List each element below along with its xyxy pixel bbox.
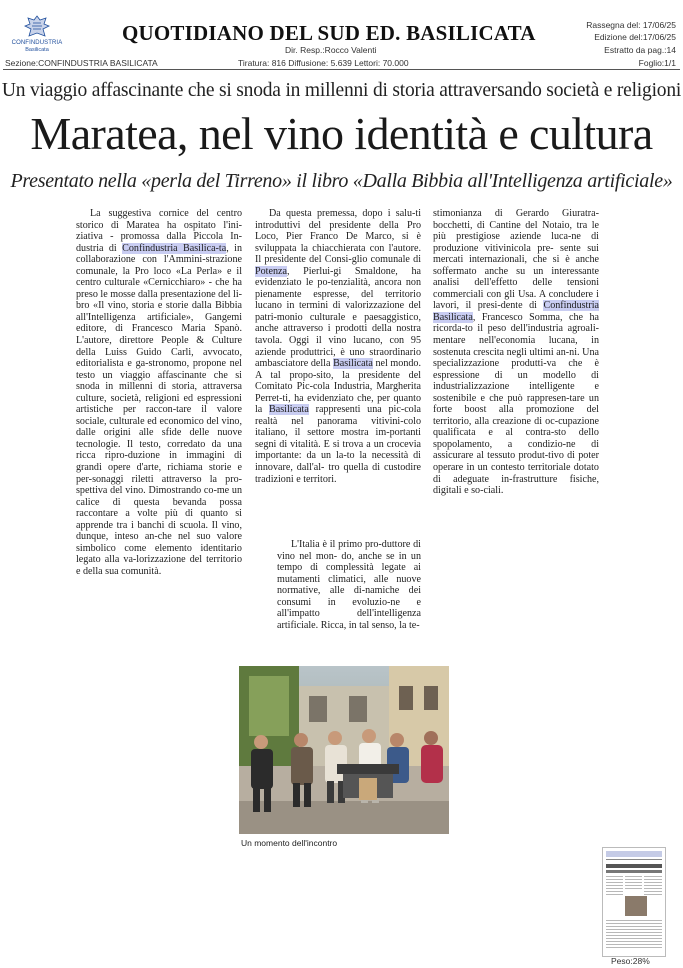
page-extract: Estratto da pag.:14 bbox=[604, 45, 676, 55]
paragraph: stimonianza di Gerardo Giuratra-bocchetti, di Cantine del Notaio, tra le più prestigiose aziende luca-ne di produzione vitivinicola pre- sente sui mercati internazionali, che si è anche soffermato anche su un interessante analisi dell'effetto delle tensioni commerciali con gli Usa. A concludere i lavori, il presi-dente di Confindustria Basilicata, Francesco Somma, che ha ricorda-to il peso dell'industria agroali-mentare nell'economia lucana, in sostenuta crescita negli ultimi an-ni. Una specializzazione produtti-va che è espressione di un modello di industrializzazione intelligente e sostenibile e che può rappresen-tare un forte boost alla promozione del territorio, alla creazione di oc-cupazione qualificata e al contra-sto dello spopolamento, a condizio-ne di assicurare al tessuto produt-tivo di poter operare in un contesto territoriale dotato di adeguate in-frastrutture fisiche, digitali e so-ciali. bbox=[433, 208, 600, 497]
paragraph: La suggestiva cornice del centro storico di Maratea ha ospitato l'ini-ziativa - promossa dalla Piccola In-dustria di Confindustria Basilica-ta, in collaborazione con l'Ammini-strazione comunale, la Pro loco «La Perla» e il centro culturale «Cernicchiaro» - che ha preso le mosse dalla presentazione del li-bro «Il vino, storia e storie dalla Bibbia all'Intelligenza artificiale», Gangemi editore, di Francesco Maria Spanò. L'autore, direttore People & Culture della Luiss Guido Carli, avvocato, editorialista e ga-stronomo, propone nel testo un viaggio affascinante che si snoda in millenni di storia, attraversa culture, società, religioni ed espressioni artistiche per raccon-tare il valore sociale, culturale ed economico del vino, dalle origini alle sfide delle nuove tecnologie. Il testo, corredato da una ricca ripro-duzione in immagini di grandi opere d'arte, richiama storie e per-sonaggi riletti attraverso la pro-spettiva del vino. Dimostrando co-me un calice di questa bevanda possa raccontare a volte più di quanto si apprende tra i banchi di scuola. Il vino, dunque, inteso an-che nel suo valore simbolico come elemento identitario legato alla va-lorizzazione del territorio e della sua comunità. bbox=[76, 208, 243, 577]
logo-org-text: CONFINDUSTRIA bbox=[11, 40, 63, 46]
eagle-emblem-icon bbox=[24, 14, 50, 40]
article-column-2-continued bbox=[277, 539, 421, 631]
page-thumbnail bbox=[602, 847, 666, 957]
article-headline: Maratea, nel vino identità e cultura bbox=[30, 108, 653, 159]
confindustria-logo bbox=[8, 14, 66, 53]
edizione-date: Edizione del:17/06/25 bbox=[594, 32, 676, 42]
paragraph: Da questa premessa, dopo i salu-ti introduttivi del presidente della Pro Loco, Pier Franco De Marco, si è sviluppata la chiacchierata con l'autore. Il presidente del Consi-glio comunale di Potenza, Pierlui-gi Smaldone, ha evidenziato le po-tenzialità, ancora non pienamente espresse, del territorio lucano in termini di valorizzazione del patri-monio culturale e paesaggistico, anche attraverso i prodotti della nostra tavola. Oggi il vino lucano, con 95 aziende produttrici, è uno straordinario ambasciatore della Basilicata nel mondo. A tal propo-sito, la presidente del Comitato Pic-cola Industria, Margherita Perret-ti, ha evidenziato che, per quanto la Basilicata rappresenti una pic-cola realtà nel panorama vitivini-colo italiano, il settore mostra im-portanti segni di vitalità. E si trova a un crocevia importante: da un la-to la necessità di innovare, dall'al- tro quella di custodire tradizioni e territori. bbox=[255, 208, 422, 485]
newspaper-masthead: QUOTIDIANO DEL SUD ED. BASILICATA bbox=[122, 21, 536, 45]
highlight-basilicata: Basilicata bbox=[333, 358, 373, 370]
event-photo-image bbox=[239, 666, 449, 834]
header-divider bbox=[3, 69, 680, 70]
circulation-line: Tiratura: 816 Diffusione: 5.639 Lettori: 70.000 bbox=[238, 58, 409, 68]
highlight-basilicata: Basilicata bbox=[269, 404, 309, 416]
article-column-1 bbox=[76, 208, 242, 578]
logo-region-text: Basilicata bbox=[25, 47, 49, 53]
event-photo bbox=[239, 666, 449, 834]
article-column-2 bbox=[255, 208, 421, 485]
highlight-confindustria: Confindustria Basilica-ta bbox=[122, 242, 227, 254]
article-kicker: Un viaggio affascinante che si snoda in millenni di storia attraversando società e religioni bbox=[1, 80, 682, 101]
article-subhead: Presentato nella «perla del Tirreno» il libro «Dalla Bibbia all'Intelligenza artificiale» bbox=[10, 170, 673, 192]
page-weight: Peso:28% bbox=[611, 956, 650, 966]
section-label: Sezione:CONFINDUSTRIA BASILICATA bbox=[5, 58, 158, 68]
page-thumbnail-image bbox=[603, 848, 665, 956]
article-column-3 bbox=[433, 208, 599, 497]
photo-caption: Un momento dell'incontro bbox=[241, 838, 338, 848]
director-line: Dir. Resp.:Rocco Valenti bbox=[285, 45, 377, 55]
sheet-number: Foglio:1/1 bbox=[638, 58, 676, 68]
highlight-potenza: Potenza bbox=[255, 265, 287, 277]
paragraph: L'Italia è il primo pro-duttore di vino nel mon- do, anche se in un tempo di complessità legate ai mutamenti climatici, alle nuove normative, alle di-namiche dei consumi in evoluzio-ne e all'impatto dell'intelligenza artificiale. Ricca, in tal senso, la te- bbox=[277, 539, 421, 631]
rassegna-date: Rassegna del: 17/06/25 bbox=[586, 20, 676, 30]
highlight-confindustria: Confindustria Basilicata bbox=[433, 300, 599, 323]
